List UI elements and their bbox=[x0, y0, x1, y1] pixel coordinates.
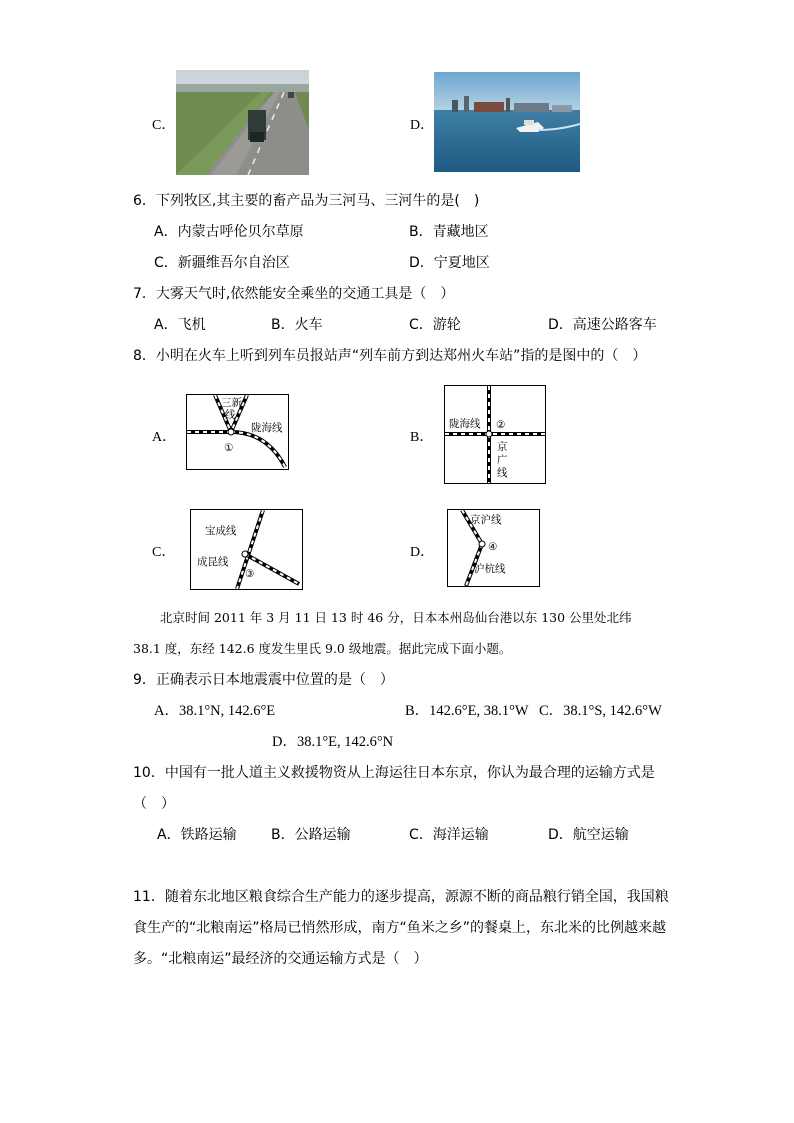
map-b-line1: 陇海线 bbox=[449, 418, 481, 430]
passage-line-2: 38.1 度，东经 142.6 度发生里氏 9.0 级地震。据此完成下面小题。 bbox=[133, 641, 512, 656]
question-8-option-c-label: C． bbox=[152, 545, 176, 560]
map-c-line2: 成昆线 bbox=[197, 556, 229, 568]
question-6-option-b: B．青藏地区 bbox=[409, 224, 489, 240]
question-7-option-d: D．高速公路客车 bbox=[548, 317, 657, 333]
question-10-option-a: A．铁路运输 bbox=[157, 827, 237, 843]
option-d-label: D． bbox=[410, 118, 435, 133]
question-7-option-a: A．飞机 bbox=[154, 317, 206, 333]
map-b-line2-a: 京 bbox=[497, 441, 508, 453]
question-8-option-a-label: A． bbox=[152, 430, 177, 445]
question-9-option-c: C．38.1°S, 142.6°W bbox=[539, 703, 662, 719]
question-6-option-c: C．新疆维吾尔自治区 bbox=[154, 255, 290, 271]
question-10-option-d: D．航空运输 bbox=[548, 827, 629, 843]
map-c-line1: 宝成线 bbox=[205, 525, 237, 537]
option-c-label: C． bbox=[152, 118, 176, 133]
question-9-option-a: A．38.1°N, 142.6°E bbox=[154, 703, 276, 719]
question-10-option-b: B．公路运输 bbox=[271, 827, 351, 843]
question-10-option-c: C．海洋运输 bbox=[409, 827, 489, 843]
rail-map-c bbox=[190, 509, 303, 590]
map-c-station: ③ bbox=[245, 568, 255, 580]
rail-map-b bbox=[444, 385, 546, 484]
question-11-line-2: 食生产的“北粮南运”格局已悄然形成，南方“鱼米之乡”的餐桌上，东北米的比例越来越 bbox=[133, 920, 667, 936]
question-6-stem: 6．下列牧区,其主要的畜产品为三河马、三河牛的是( ) bbox=[133, 193, 480, 209]
question-10-stem: 10．中国有一批人道主义救援物资从上海运往日本东京，你认为最合理的运输方式是 bbox=[133, 765, 655, 781]
harbor-ship-photo bbox=[434, 72, 580, 172]
map-b-line2-c: 线 bbox=[497, 467, 508, 479]
question-6-option-a: A．内蒙古呼伦贝尔草原 bbox=[154, 224, 304, 240]
rail-map-d bbox=[447, 509, 540, 587]
question-11-line-3: 多。“北粮南运”最经济的交通运输方式是（ ） bbox=[133, 951, 428, 967]
passage-line-1: 北京时间 2011 年 3 月 11 日 13 时 46 分，日本本州岛仙台港以东 130 公里处北纬 bbox=[160, 610, 632, 625]
question-7-option-c: C．游轮 bbox=[409, 317, 461, 333]
map-d-line2: 沪杭线 bbox=[474, 563, 506, 575]
question-11-line-1: 11．随着东北地区粮食综合生产能力的逐步提高，源源不断的商品粮行销全国，我国粮 bbox=[133, 889, 669, 905]
map-d-line1: 京沪线 bbox=[470, 514, 502, 526]
map-d-station: ④ bbox=[488, 541, 498, 553]
rail-map-a bbox=[186, 394, 289, 470]
question-7-option-b: B．火车 bbox=[271, 317, 323, 333]
map-a-line1-a: 三新 bbox=[221, 397, 242, 409]
question-9-stem: 9．正确表示日本地震震中位置的是（ ） bbox=[133, 672, 394, 688]
map-a-station: ① bbox=[224, 442, 234, 454]
map-a-line2: 陇海线 bbox=[251, 422, 283, 434]
highway-truck-photo bbox=[176, 70, 309, 175]
question-7-stem: 7．大雾天气时,依然能安全乘坐的交通工具是（ ） bbox=[133, 286, 455, 302]
map-b-station: ② bbox=[496, 419, 506, 431]
question-9-option-d: D．38.1°E, 142.6°N bbox=[272, 734, 394, 750]
question-8-stem: 8．小明在火车上听到列车员报站声“列车前方到达郑州火车站”指的是图中的（ ） bbox=[133, 348, 647, 364]
map-a-line1-b: 线 bbox=[225, 409, 236, 421]
question-9-option-b: B．142.6°E, 38.1°W bbox=[405, 703, 529, 719]
question-10-stem-bracket: （ ） bbox=[133, 796, 175, 812]
question-8-option-b-label: B． bbox=[410, 430, 434, 445]
map-b-line2-b: 广 bbox=[497, 454, 508, 466]
question-6-option-d: D．宁夏地区 bbox=[409, 255, 490, 271]
question-8-option-d-label: D． bbox=[410, 545, 435, 560]
